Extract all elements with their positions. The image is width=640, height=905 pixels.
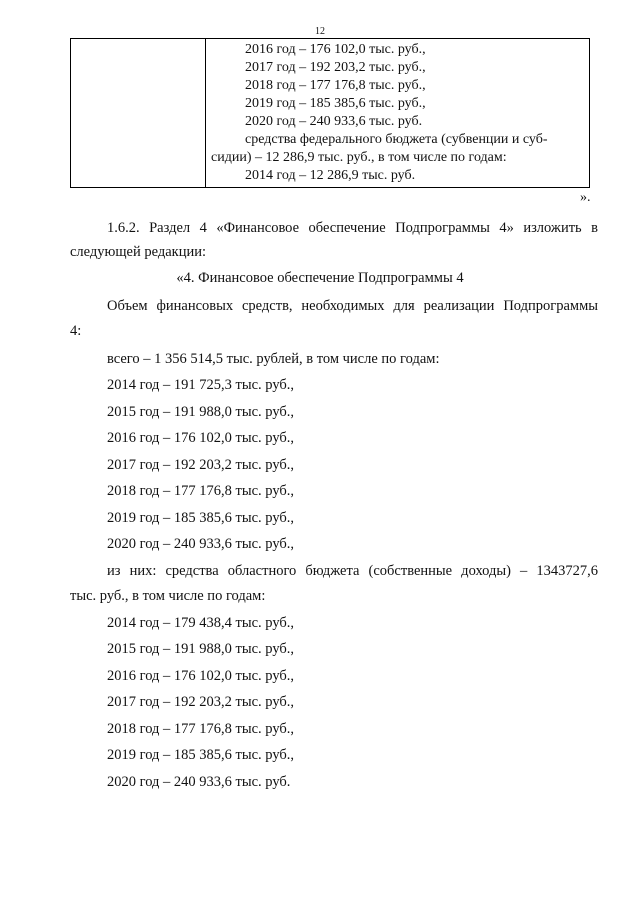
table-line: 2014 год – 12 286,9 тыс. руб. — [245, 168, 416, 183]
table-line: сидии) – 12 286,9 тыс. руб., в том числе по годам: — [211, 150, 507, 165]
table-line: 2017 год – 192 203,2 тыс. руб., — [245, 60, 426, 75]
total-year-line: 2016 год – 176 102,0 тыс. руб., — [107, 430, 295, 446]
total-year-line: 2015 год – 191 988,0 тыс. руб., — [107, 404, 295, 420]
regional-year-line: 2015 год – 191 988,0 тыс. руб., — [107, 641, 295, 657]
total-year-line: 2018 год – 177 176,8 тыс. руб., — [107, 483, 295, 499]
regional-year-line: 2017 год – 192 203,2 тыс. руб., — [107, 694, 295, 710]
section-heading: «4. Финансовое обеспечение Подпрограммы 4 — [176, 270, 464, 286]
total-year-line: 2020 год – 240 933,6 тыс. руб., — [107, 536, 295, 552]
regional-budget-line1: из них: средства областного бюджета (собственные доходы) – 1343727,6 — [107, 563, 598, 579]
table-line: 2020 год – 240 933,6 тыс. руб. — [245, 114, 423, 129]
funding-table — [70, 38, 590, 188]
regional-budget-line2: тыс. руб., в том числе по годам: — [70, 588, 266, 604]
table-line: 2019 год – 185 385,6 тыс. руб., — [245, 96, 426, 111]
total-year-line: 2014 год – 191 725,3 тыс. руб., — [107, 377, 295, 393]
total-year-line: 2017 год – 192 203,2 тыс. руб., — [107, 457, 295, 473]
table-line: средства федерального бюджета (субвенции и суб- — [245, 132, 548, 147]
paragraph-amendment-line1: 1.6.2. Раздел 4 «Финансовое обеспечение Подпрограммы 4» изложить в — [107, 220, 598, 236]
total-year-line: 2019 год – 185 385,6 тыс. руб., — [107, 510, 295, 526]
regional-year-line: 2018 год – 177 176,8 тыс. руб., — [107, 721, 295, 737]
table-line: 2018 год – 177 176,8 тыс. руб., — [245, 78, 426, 93]
regional-year-line: 2019 год – 185 385,6 тыс. руб., — [107, 747, 295, 763]
paragraph-amendment-line2: следующей редакции: — [70, 244, 207, 260]
regional-year-line: 2016 год – 176 102,0 тыс. руб., — [107, 668, 295, 684]
page-number: 12 — [315, 26, 325, 37]
total-funding: всего – 1 356 514,5 тыс. рублей, в том числе по годам: — [107, 351, 440, 367]
table-line: 2016 год – 176 102,0 тыс. руб., — [245, 42, 426, 57]
regional-year-line: 2014 год – 179 438,4 тыс. руб., — [107, 615, 295, 631]
volume-paragraph-line1: Объем финансовых средств, необходимых для реализации Подпрограммы — [107, 298, 598, 314]
volume-paragraph-line2: 4: — [70, 323, 82, 339]
table-cell-funding — [205, 39, 589, 185]
closing-quote: ». — [580, 190, 591, 205]
regional-year-line: 2020 год – 240 933,6 тыс. руб. — [107, 774, 291, 790]
